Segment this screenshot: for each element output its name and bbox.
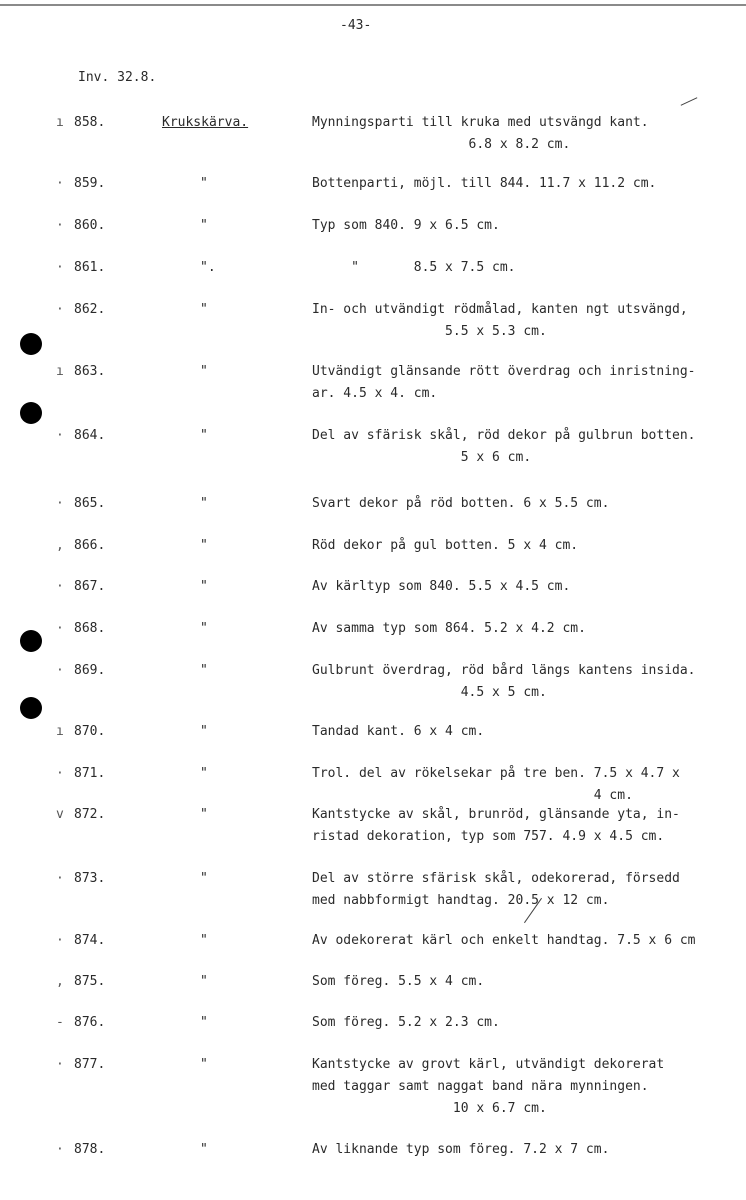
margin-tick: ·	[56, 218, 64, 233]
ditto-mark: "	[200, 302, 208, 317]
ditto-mark: "	[200, 579, 208, 594]
entry-number: 873.	[74, 871, 106, 886]
entry-description: Bottenparti, möjl. till 844. 11.7 x 11.2 cm.	[312, 176, 657, 191]
inventory-heading: Inv. 32.8.	[78, 70, 157, 85]
entry-number: 866.	[74, 538, 106, 553]
entry-description: Av kärltyp som 840. 5.5 x 4.5 cm.	[312, 579, 571, 594]
page-top-edge	[0, 4, 746, 6]
punch-hole	[20, 333, 42, 355]
entry-description: Av liknande typ som föreg. 7.2 x 7 cm.	[312, 1142, 610, 1157]
entry-number: 877.	[74, 1057, 106, 1072]
margin-tick: ·	[56, 621, 64, 636]
margin-tick: ·	[56, 496, 64, 511]
ditto-mark: "	[200, 766, 208, 781]
entry-description: Kantstycke av grovt kärl, utvändigt dekorerat med taggar samt naggat band nära mynningen. 10 x 6.7 cm.	[312, 1057, 665, 1116]
entry-description: Som föreg. 5.2 x 2.3 cm.	[312, 1015, 500, 1030]
ditto-mark: "	[200, 933, 208, 948]
margin-tick: ·	[56, 663, 64, 678]
ditto-mark: "	[200, 807, 208, 822]
entry-description: Röd dekor på gul botten. 5 x 4 cm.	[312, 538, 579, 553]
margin-tick: ·	[56, 428, 64, 443]
entry-description: Kantstycke av skål, brunröd, glänsande yta, in- ristad dekoration, typ som 757. 4.9 x 4.5 cm.	[312, 807, 680, 844]
entry-category: Krukskärva.	[162, 115, 249, 130]
margin-tick: ·	[56, 933, 64, 948]
margin-tick: ·	[56, 260, 64, 275]
page-number: -43-	[340, 18, 372, 33]
entry-description: Av samma typ som 864. 5.2 x 4.2 cm.	[312, 621, 586, 636]
margin-tick: ·	[56, 176, 64, 191]
margin-tick: ı	[56, 724, 64, 739]
entry-number: 861.	[74, 260, 106, 275]
entry-number: 872.	[74, 807, 106, 822]
entry-description: Svart dekor på röd botten. 6 x 5.5 cm.	[312, 496, 610, 511]
margin-tick: ı	[56, 115, 64, 130]
entry-description: Trol. del av rökelsekar på tre ben. 7.5 x 4.7 x 4 cm.	[312, 766, 680, 803]
entry-description: Av odekorerat kärl och enkelt handtag. 7.5 x 6 cm	[312, 933, 696, 948]
margin-tick: v	[56, 807, 64, 822]
entry-description: Del av sfärisk skål, röd dekor på gulbrun botten. 5 x 6 cm.	[312, 428, 696, 465]
margin-tick: ,	[56, 538, 64, 553]
margin-tick: ,	[56, 974, 64, 989]
entry-number: 860.	[74, 218, 106, 233]
entry-number: 867.	[74, 579, 106, 594]
ditto-mark: "	[200, 428, 208, 443]
entry-description: Som föreg. 5.5 x 4 cm.	[312, 974, 485, 989]
ditto-mark: "	[200, 871, 208, 886]
ditto-mark: "	[200, 364, 208, 379]
ditto-mark: "	[200, 663, 208, 678]
ditto-mark: "	[200, 538, 208, 553]
punch-hole	[20, 402, 42, 424]
margin-tick: ·	[56, 302, 64, 317]
entry-number: 859.	[74, 176, 106, 191]
ditto-mark: "	[200, 496, 208, 511]
pen-mark	[681, 97, 698, 106]
entry-description: In- och utvändigt rödmålad, kanten ngt utsvängd, 5.5 x 5.3 cm.	[312, 302, 688, 339]
entry-description: Utvändigt glänsande rött överdrag och inristning- ar. 4.5 x 4. cm.	[312, 364, 696, 401]
entry-description: " 8.5 x 7.5 cm.	[312, 260, 516, 275]
ditto-mark: "	[200, 974, 208, 989]
entry-number: 865.	[74, 496, 106, 511]
entry-number: 878.	[74, 1142, 106, 1157]
entry-description: Tandad kant. 6 x 4 cm.	[312, 724, 485, 739]
margin-tick: ·	[56, 579, 64, 594]
entry-description: Typ som 840. 9 x 6.5 cm.	[312, 218, 500, 233]
margin-tick: ·	[56, 1057, 64, 1072]
margin-tick: ·	[56, 766, 64, 781]
ditto-mark: "	[200, 176, 208, 191]
entry-number: 871.	[74, 766, 106, 781]
margin-tick: ·	[56, 871, 64, 886]
entry-number: 874.	[74, 933, 106, 948]
ditto-mark: "	[200, 724, 208, 739]
entry-description: Del av större sfärisk skål, odekorerad, försedd med nabbformigt handtag. 20.5 x 12 cm.	[312, 871, 680, 908]
entry-description: Mynningsparti till kruka med utsvängd kant. 6.8 x 8.2 cm.	[312, 115, 649, 152]
margin-tick: -	[56, 1015, 64, 1030]
entry-number: 868.	[74, 621, 106, 636]
ditto-mark: "	[200, 1015, 208, 1030]
ditto-mark: "	[200, 1057, 208, 1072]
punch-hole	[20, 697, 42, 719]
ditto-mark: ".	[200, 260, 216, 275]
entry-description: Gulbrunt överdrag, röd bård längs kantens insida. 4.5 x 5 cm.	[312, 663, 696, 700]
entry-number: 869.	[74, 663, 106, 678]
ditto-mark: "	[200, 218, 208, 233]
entry-number: 875.	[74, 974, 106, 989]
margin-tick: ·	[56, 1142, 64, 1157]
ditto-mark: "	[200, 1142, 208, 1157]
punch-hole	[20, 630, 42, 652]
ditto-mark: "	[200, 621, 208, 636]
entry-number: 863.	[74, 364, 106, 379]
entry-number: 864.	[74, 428, 106, 443]
entry-number: 876.	[74, 1015, 106, 1030]
entry-number: 862.	[74, 302, 106, 317]
entry-number: 870.	[74, 724, 106, 739]
margin-tick: ı	[56, 364, 64, 379]
entry-number: 858.	[74, 115, 106, 130]
